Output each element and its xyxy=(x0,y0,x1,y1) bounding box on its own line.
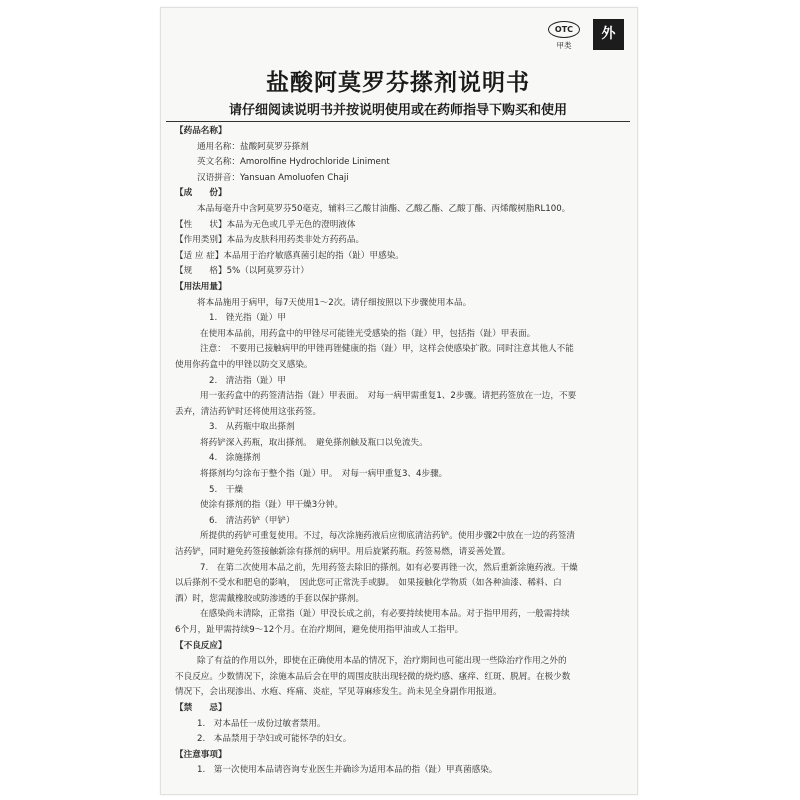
text-line: 在感染尚未清除，正常指（趾）甲没长成之前，有必要持续使用本品。对于指甲用药，一般需持续 xyxy=(200,609,570,620)
text-line: 注意： 不要用已接触病甲的甲锉再锉健康的指（趾）甲，这样会使感染扩散。同时注意其他人不能 xyxy=(200,344,574,355)
text-line: 【性 状】本品为无色或几乎无色的澄明液体 xyxy=(175,219,356,230)
text-line: 3. 从药瓶中取出搽剂 xyxy=(209,422,295,433)
otc-class-label: 甲类 xyxy=(556,41,572,50)
text-line: 洁药铲，同时避免药签接触新涂有搽剂的病甲。用后旋紧药瓶。药签易燃，请妥善处置。 xyxy=(175,547,511,558)
text-line: 酒）时，您需戴橡胶或防渗透的手套以保护搽剂。 xyxy=(175,593,365,604)
text-line: 1. 对本品任一成份过敏者禁用。 xyxy=(197,718,326,729)
text-line: 将药铲深入药瓶，取出搽剂。 避免搽剂触及瓶口以免流失。 xyxy=(200,437,428,448)
text-line: 7. 在第二次使用本品之前，先用药签去除旧的搽剂。如有必要再锉一次，然后重新涂施药液。干燥 xyxy=(200,562,578,573)
section-heading: 【用法用量】 xyxy=(175,281,227,292)
text-line: 英文名称：Amorolfine Hydrochloride Liniment xyxy=(197,157,390,168)
text-line: 所提供的药铲可重复使用。不过，每次涂施药液后应彻底清洁药铲。使用步骤2中放在一边的药签清 xyxy=(200,531,576,542)
text-line: 在使用本品前，用药盒中的甲锉尽可能锉光受感染的指（趾）甲，包括指（趾）甲表面。 xyxy=(200,328,536,339)
text-line: 丢弃，清洁药铲时还将使用这张药签。 xyxy=(175,406,322,417)
text-line: 【作用类别】本品为皮肤科用药类非处方药药品。 xyxy=(175,235,365,246)
text-line: 本品每毫升中含阿莫罗芬50毫克，辅料三乙酸甘油酯、乙酸乙酯、乙酸丁酯、丙烯酸树脂RL100。 xyxy=(197,203,571,214)
section-heading: 【药品名称】 xyxy=(175,126,227,136)
external-use-badge: 外 xyxy=(593,19,624,50)
text-line: 5. 干燥 xyxy=(209,484,243,495)
document-subtitle: 请仔细阅读说明书并按说明使用或在药师指导下购买和使用 xyxy=(228,103,567,118)
text-line: 【规 格】5%（以阿莫罗芬计） xyxy=(175,266,309,277)
otc-badge: OTC xyxy=(548,21,580,38)
section-heading: 【成 份】 xyxy=(175,188,227,199)
text-line: 通用名称：盐酸阿莫罗芬搽剂 xyxy=(197,141,309,152)
document-title: 盐酸阿莫罗芬搽剂说明书 xyxy=(266,70,530,96)
text-line: 使涂有搽剂的指（趾）甲干燥3分钟。 xyxy=(200,500,343,511)
text-line: 1. 第一次使用本品请咨询专业医生并确诊为适用本品的指（趾）甲真菌感染。 xyxy=(197,765,498,776)
text-line: 2. 清洁指（趾）甲 xyxy=(209,375,286,386)
text-line: 汉语拼音：Yansuan Amoluofen Chaji xyxy=(197,172,349,183)
text-line: 将搽剂均匀涂布于整个指（趾）甲。 对每一病甲重复3、4步骤。 xyxy=(200,469,448,480)
text-line: 1. 锉光指（趾）甲 xyxy=(209,313,286,324)
section-heading: 【不良反应】 xyxy=(175,640,227,651)
text-line: 不良反应。少数情况下，涂施本品后会在甲的周围皮肤出现轻微的烧灼感、瘙痒、红斑、脱屑。在极少数 xyxy=(175,671,571,682)
text-line: 以后搽剂不受水和肥皂的影响， 因此您可正常洗手或脚。 如果接触化学物质（如各种油漆、稀料、白 xyxy=(175,578,562,589)
text-line: 6个月，趾甲需持续9～12个月。在治疗期间，避免使用指甲油或人工指甲。 xyxy=(175,625,464,635)
section-heading: 【注意事项】 xyxy=(175,749,227,760)
leaflet-body xyxy=(175,124,627,779)
text-line: 用一张药盒中的药签清洁指（趾）甲表面。 对每一病甲需重复1、2步骤。请把药签放在一边，不要 xyxy=(200,391,577,402)
text-line: 除了有益的作用以外，即使在正确使用本品的情况下，治疗期间也可能出现一些除治疗作用之外的 xyxy=(197,656,567,667)
text-line: 2. 本品禁用于孕妇或可能怀孕的妇女。 xyxy=(197,734,352,745)
text-line: 【适 应 症】本品用于治疗敏感真菌引起的指（趾）甲感染。 xyxy=(175,250,404,261)
text-line: 使用你药盒中的甲锉以防交叉感染。 xyxy=(175,359,313,370)
title-divider xyxy=(166,121,630,122)
section-heading: 【禁 忌】 xyxy=(175,702,227,713)
text-line: 将本品施用于病甲，每7天使用1～2次。请仔细按照以下步骤使用本品。 xyxy=(197,297,472,308)
text-line: 4. 涂施搽剂 xyxy=(209,453,261,464)
text-line: 情况下，会出现渗出、水疱、疼痛、炎症，罕见荨麻疹发生。尚未见全身副作用报道。 xyxy=(175,687,502,698)
text-line: 6. 清洁药铲（甲铲） xyxy=(209,515,295,526)
